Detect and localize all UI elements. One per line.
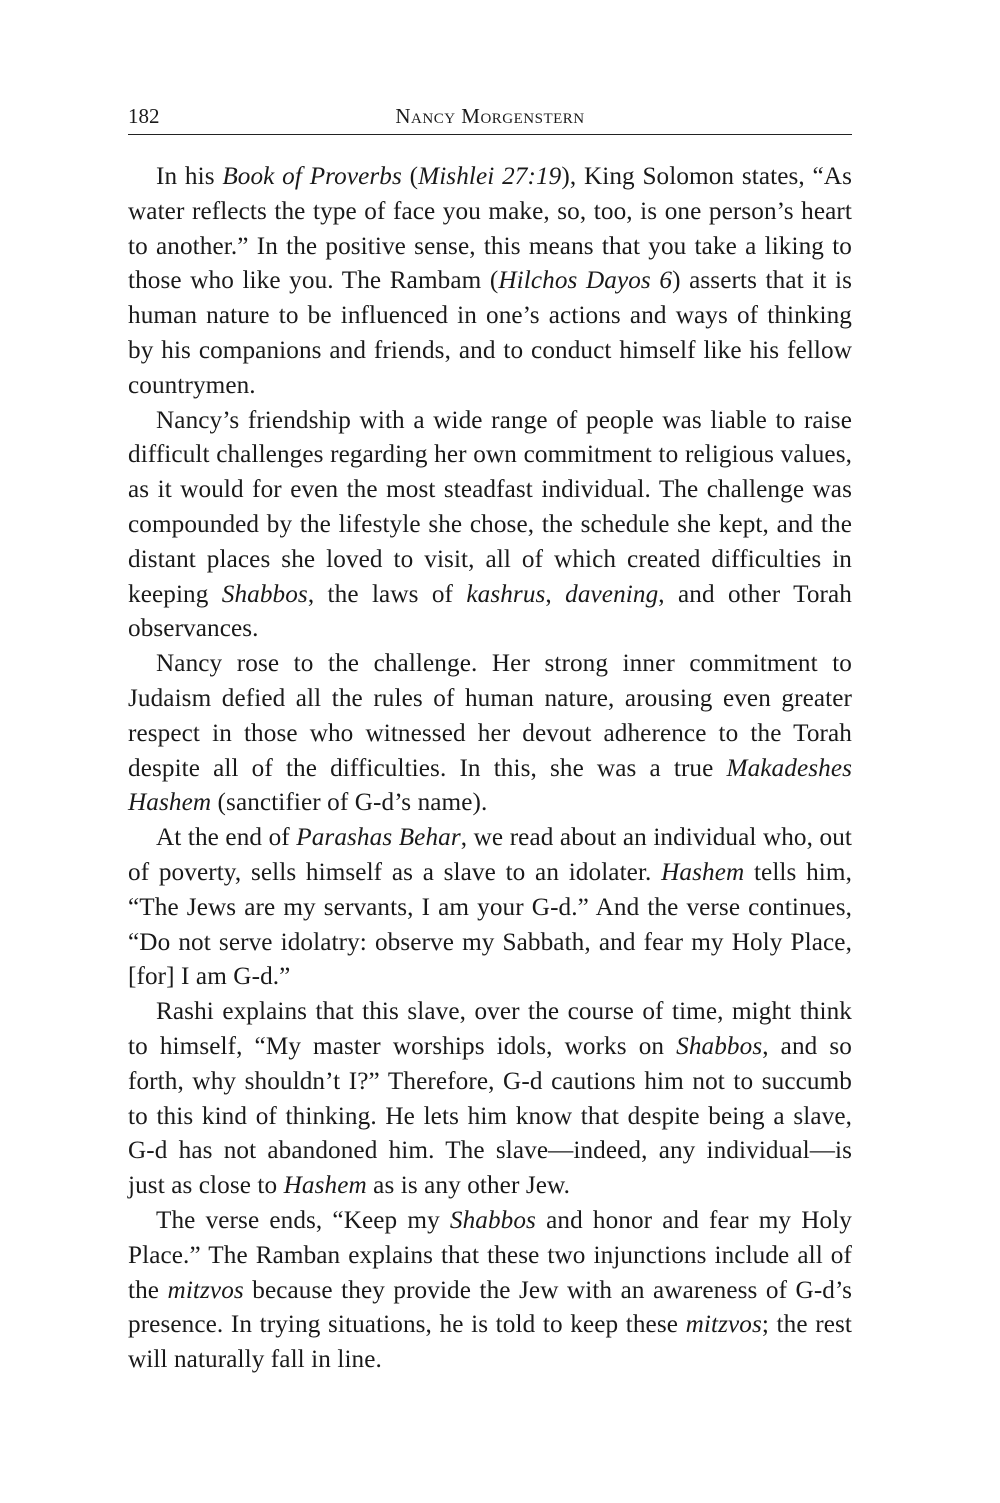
book-page (128, 0, 852, 1503)
italic-text: Shabbos (449, 1206, 536, 1234)
text-run: (sanctifier of G-d’s name). (211, 789, 488, 817)
text-run: At the end of (156, 824, 297, 852)
text-run: , we read about an individual who, out of poverty, sells himself as a slave to an idolater. (128, 824, 852, 886)
text-run: ; the rest will naturally fall in line. (128, 1311, 852, 1374)
body-text (128, 160, 852, 1378)
italic-text: Mishlei 27:19 (418, 163, 562, 190)
italic-text: Shabbos (676, 1032, 763, 1060)
italic-text: Shabbos (221, 580, 308, 608)
italic-text: mitzvos (685, 1311, 762, 1339)
text-run: , and so forth, why shouldn’t I?” Therefore, G-d cautions him not to succumb to this kind of thinking. He lets him know that despite being a slave, G-d has not abandoned him. The slave—indeed, any individual—is just as close to (128, 1032, 852, 1200)
text-run: and honor and fear my Holy Place.” The Ramban explains that these two injunctions include all of the (128, 1206, 852, 1304)
text-run: ( (401, 163, 419, 190)
paragraph (128, 160, 852, 404)
italic-text: mitzvos (167, 1276, 244, 1304)
italic-text: Parashas Behar (296, 824, 461, 852)
text-run: The verse ends, “Keep my (156, 1206, 450, 1234)
italic-text: Hilchos Dayos 6 (498, 267, 673, 295)
italic-text: Hashem (661, 858, 745, 886)
paragraph (128, 1204, 852, 1378)
text-run: , and other Torah observances. (128, 580, 852, 643)
running-header (128, 104, 852, 135)
text-run: In his (156, 163, 223, 190)
text-run: , (545, 580, 566, 608)
paragraph (128, 821, 852, 995)
text-run: as is any other Jew. (366, 1172, 571, 1200)
text-run: ), King Solomon states, “As water reflects the type of face you make, so, too, is one person’s heart to another.” In the positive sense, this means that you take a liking to those who like you. The Rambam ( (128, 163, 852, 295)
text-run: Nancy rose to the challenge. Her strong inner commitment to Judaism defied all the rules of human nature, arousing even greater respect in those who witnessed her devout adherence to the Torah despite all of the difficulties. In this, she was a true (128, 650, 852, 782)
text-run: , the laws of (307, 580, 467, 608)
text-run: tells him, “The Jews are my servants, I am your G-d.” And the verse continues, “Do not serve idolatry: observe my Sabbath, and fear my Holy Place, [for] I am G-d.” (128, 858, 852, 991)
text-run: Nancy’s friendship with a wide range of people was liable to raise difficult challenges regarding her own commitment to religious values, as it would for even the most steadfast individual. The challenge was compounded by the lifestyle she chose, the schedule she kept, and the distant places she loved to visit, all of which created difficulties in keeping (128, 406, 852, 608)
paragraph (128, 404, 852, 648)
text-run: Rashi explains that this slave, over the course of time, might think to himself, “My master worships idols, works on (128, 998, 852, 1060)
running-title: Nancy Morgenstern (395, 104, 585, 128)
italic-text: Hashem (283, 1172, 367, 1200)
italic-text: kashrus (466, 580, 546, 608)
text-run: because they provide the Jew with an awareness of G-d’s presence. In trying situations, he is told to keep these (128, 1276, 852, 1339)
paragraph (128, 647, 852, 821)
text-run: ) asserts that it is human nature to be influenced in one’s actions and ways of thinking by his companions and friends, and to conduct himself like his fellow countrymen. (128, 267, 852, 399)
italic-text: davening (565, 580, 659, 608)
italic-text: Book of Proverbs (222, 163, 402, 190)
page-number: 182 (128, 104, 160, 128)
italic-text: Makadeshes Hashem (128, 754, 852, 817)
paragraph (128, 995, 852, 1204)
